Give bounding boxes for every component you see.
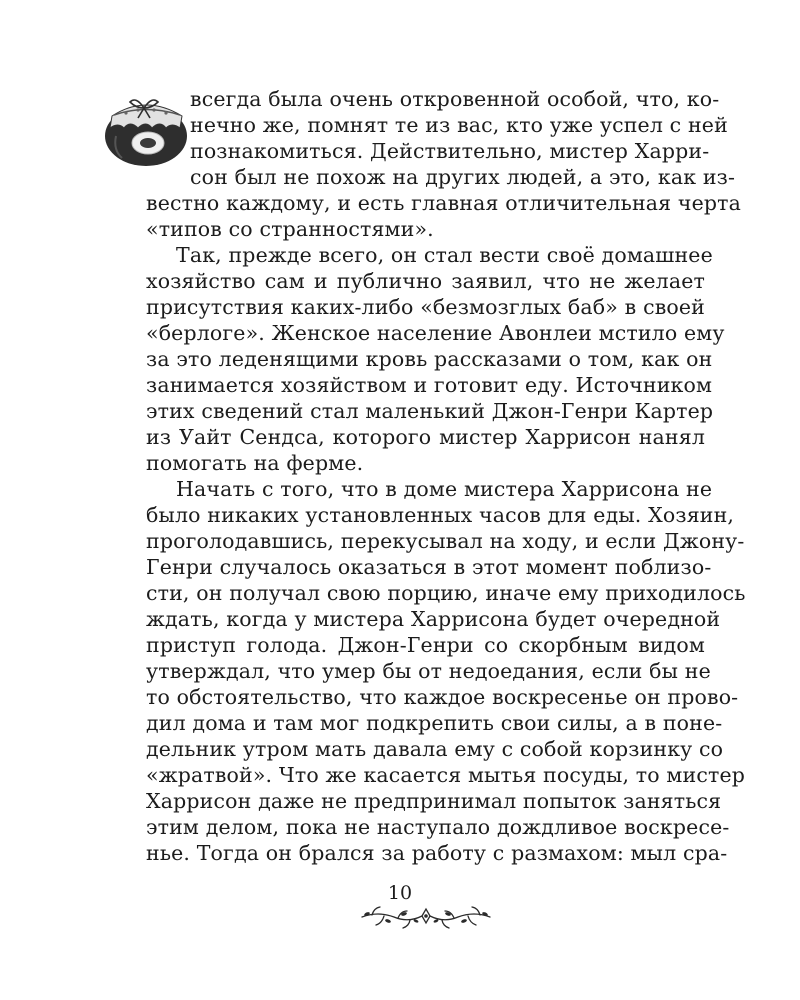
text-line: Харрисон даже не предпринимал попыток заняться: [146, 789, 722, 813]
text-line: приступ голода. Джон-Генри со скорбным видом: [146, 633, 705, 657]
text-line: хозяйство сам и публично заявил, что не желает: [146, 269, 705, 293]
text-line: занимается хозяйством и готовит еду. Источником: [146, 373, 713, 397]
text-line: помогать на ферме.: [146, 451, 364, 475]
jam-jar-icon: [100, 86, 188, 168]
text-line: сон был не похож на других людей, а это, как из-: [190, 165, 736, 189]
text-line: «берлоге». Женское население Авонлеи мстило ему: [146, 321, 725, 345]
text-line: дельник утром мать давала ему с собой корзинку со: [146, 737, 724, 761]
text-line: то обстоятельство, что каждое воскресенье он прово-: [146, 685, 739, 709]
text-line: проголодавшись, перекусывал на ходу, и если Джону-: [146, 529, 745, 553]
text-line: Генри случалось оказаться в этот момент поблизо-: [146, 555, 712, 579]
text-line: «жратвой». Что же касается мытья посуды, то мистер: [146, 763, 746, 787]
text-line: вестно каждому, и есть главная отличительная черта: [146, 191, 742, 215]
text-line: «типов со странностями».: [146, 217, 434, 241]
text-line: нечно же, помнят те из вас, кто уже успел с ней: [190, 113, 728, 137]
text-line: присутствия каких-либо «безмозглых баб» в своей: [146, 295, 705, 319]
page-number: 10: [387, 882, 413, 904]
text-line: дил дома и там мог подкрепить свои силы, а в поне-: [146, 711, 723, 735]
text-line: этих сведений стал маленький Джон-Генри Картер: [146, 399, 714, 423]
text-line: этим делом, пока не наступало дождливое воскресе-: [146, 815, 730, 839]
text-line: Так, прежде всего, он стал вести своё домашнее: [176, 243, 713, 267]
text-line: Начать с того, что в доме мистера Харрисона не: [176, 477, 713, 501]
floral-ornament-icon: [358, 901, 494, 931]
text-line: ждать, когда у мистера Харрисона будет очередной: [146, 607, 721, 631]
text-line: всегда была очень откровенной особой, что, ко-: [190, 87, 720, 111]
text-line: сти, он получал свою порцию, иначе ему приходилось: [146, 581, 746, 605]
text-line: из Уайт Сендса, которого мистер Харрисон нанял: [146, 425, 705, 449]
text-line: познакомиться. Действительно, мистер Харри-: [190, 139, 710, 163]
text-line: нье. Тогда он брался за работу с размахом: мыл сра-: [146, 841, 728, 865]
text-line: было никаких установленных часов для еды. Хозяин,: [146, 503, 735, 527]
text-line: утверждал, что умер бы от недоедания, если бы не: [146, 659, 711, 683]
text-line: за это леденящими кровь рассказами о том, как он: [146, 347, 713, 371]
